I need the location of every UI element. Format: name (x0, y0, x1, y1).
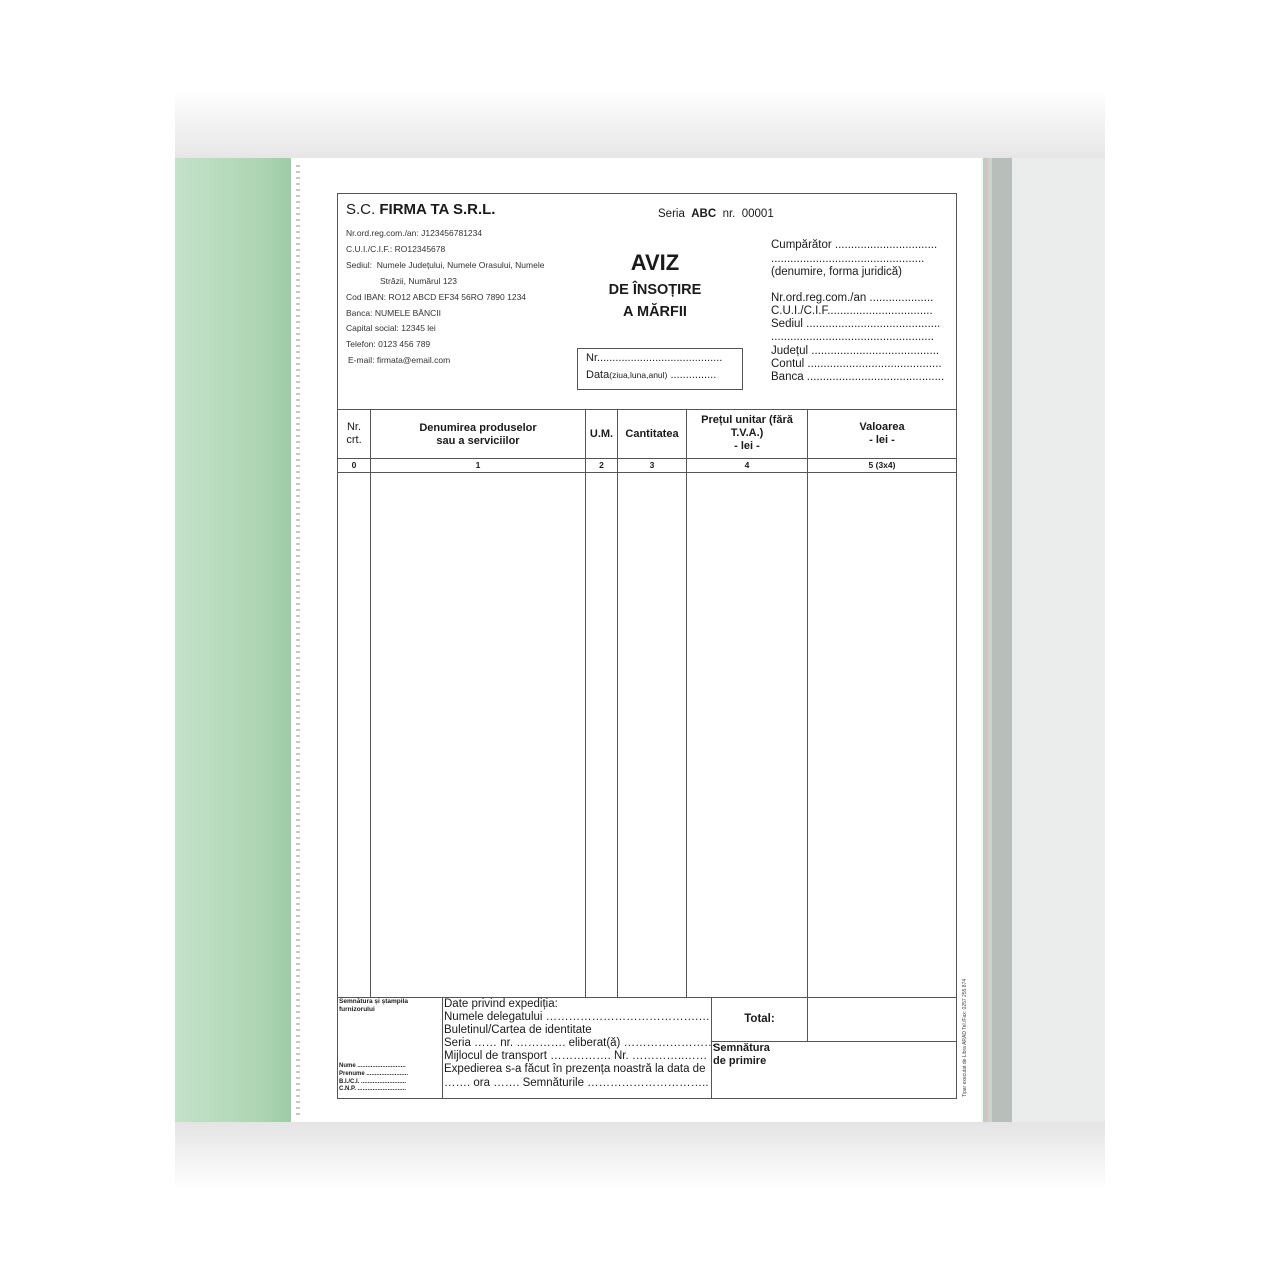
exp-delegat[interactable]: Numele delegatului ………………………………….… (444, 1011, 710, 1024)
header-denumire-l1: Denumirea produselor (419, 422, 537, 434)
data-dots: ............... (670, 369, 717, 381)
capital-label: Capital social: (346, 323, 399, 333)
header-pret (687, 414, 807, 453)
header-pret-l2: T.V.A.) (730, 427, 764, 439)
header-denumire (371, 422, 585, 448)
email-label: E-mail: (348, 355, 375, 365)
primire-l1: Semnătura (713, 1042, 770, 1054)
exp-seria[interactable]: Seria …… nr. …………. eliberat(ă) …………………… (444, 1037, 716, 1050)
background-bottom-shadow (175, 1122, 1105, 1192)
iban-value: RO12 ABCD EF34 56RO 7890 1234 (388, 292, 527, 302)
company-banca (346, 308, 441, 318)
col-number-0: 0 (351, 460, 357, 470)
page-edge-stack (980, 158, 1012, 1122)
header-cantitatea: Cantitatea (625, 428, 679, 440)
data-hint: (ziua,luna,anul) (609, 370, 668, 380)
header-um: U.M. (589, 428, 614, 440)
seria-value: ABC (691, 208, 717, 220)
buyer-cif[interactable]: C.U.I./C.I.F................................. (771, 305, 933, 317)
expedition-block (444, 998, 716, 1090)
col-number-3: 3 (649, 460, 655, 470)
capital-value: 12345 lei (401, 323, 436, 333)
furnizor-sig-l2: furnizorului (339, 1006, 375, 1013)
email-value: firmata@email.com (376, 355, 451, 365)
doc-subtitle-2: A MĂRFII (623, 304, 687, 320)
exp-buletin: Buletinul/Cartea de identitate (444, 1024, 592, 1037)
bici-field[interactable]: B.I./C.I. ........................... (339, 1078, 407, 1085)
buyer-sediul[interactable]: Sediul .......................................... (771, 318, 941, 330)
furnizor-person-fields[interactable] (339, 1063, 408, 1094)
company-capital (346, 323, 436, 333)
buyer-judetul[interactable]: Județul ........................................ (771, 345, 940, 357)
header-nr-crt (338, 421, 370, 447)
prenume-field[interactable]: Prenume ......................... (339, 1070, 409, 1077)
primire-l2: de primire (713, 1055, 767, 1067)
furnizor-sig-l1: Semnătura și ștampila (339, 998, 408, 1005)
table-header-line (337, 458, 957, 459)
buyer-cumparator[interactable]: Cumpărător ................................ (771, 239, 938, 251)
printer-note: Tipar executat de Libra ARAD Tel./Fax: 0257 255 874 (962, 978, 968, 1097)
header-crt: crt. (346, 434, 362, 446)
data-field[interactable] (586, 369, 716, 381)
primire-signature-label (713, 1042, 770, 1068)
series-number (658, 208, 774, 220)
buyer-contul[interactable]: Contul .......................................... (771, 358, 942, 370)
col-number-1: 1 (475, 460, 481, 470)
buyer-denumire: (denumire, forma juridică) (771, 266, 903, 278)
total-value-cell[interactable] (808, 998, 956, 1041)
cif-value: RO12345678 (394, 244, 446, 254)
background-top-shadow (175, 90, 1105, 158)
company-name (346, 201, 495, 218)
seria-label: Seria (658, 208, 685, 220)
company-telefon (346, 339, 430, 349)
exp-title: Date privind expediția: (444, 998, 558, 1010)
nume-field[interactable]: Nume ............................. (339, 1063, 406, 1069)
telefon-label: Telefon: (346, 339, 376, 349)
company-title: FIRMA TA S.R.L. (379, 201, 496, 218)
furnizor-signature-label (339, 998, 408, 1014)
reg-label: Nr.ord.reg.com./an: (346, 228, 419, 238)
doc-subtitle-1: DE ÎNSOȚIRE (608, 282, 702, 298)
col-number-5: 5 (3x4) (868, 460, 896, 470)
banca-value: NUMELE BĂNCII (374, 308, 441, 318)
total-label: Total: (744, 1013, 775, 1025)
header-pret-l1: Prețul unitar (fără (701, 414, 793, 426)
back-cover (1010, 158, 1105, 1122)
data-label: Data (586, 369, 610, 381)
header-denumire-l2: sau a serviciilor (436, 435, 520, 447)
col-number-4: 4 (744, 460, 750, 470)
company-iban (346, 292, 526, 302)
company-sediu-line2: Străzii, Numărul 123 (380, 276, 458, 286)
nr-field[interactable]: Nr......................................... (586, 352, 723, 364)
col-number-2: 2 (599, 460, 604, 470)
table-top-line (337, 409, 957, 410)
cnp-field[interactable]: C.N.P. ............................. (339, 1086, 406, 1093)
buyer-banca[interactable]: Banca ........................................... (771, 371, 945, 383)
cif-label: C.U.I./C.I.F.: (346, 244, 393, 254)
sediu-line1: Numele Județului, Numele Orasului, Numele (376, 260, 545, 270)
footer-line-1 (442, 997, 443, 1099)
table-body[interactable] (338, 473, 956, 997)
company-reg (346, 228, 482, 238)
company-prefix: S.C. (346, 201, 376, 218)
reg-value: J123456781234 (421, 228, 483, 238)
exp-transport[interactable]: Mijlocul de transport ……………. Nr. …………..…… (444, 1050, 708, 1063)
nr-value: 00001 (741, 208, 774, 220)
green-cover (175, 158, 295, 1122)
doc-title: AVIZ (630, 250, 680, 275)
buyer-dots[interactable]: ................................................ (771, 253, 925, 265)
header-pret-l3: - lei - (734, 440, 760, 452)
perforation-line (296, 165, 300, 1115)
company-cif (346, 244, 445, 254)
header-nr: Nr. (346, 421, 362, 433)
exp-prezenta: Expedierea s-a făcut în prezența noastră la data de (444, 1063, 706, 1076)
exp-semnaturile[interactable]: ……. ora ……. Semnăturile ………………………….. (444, 1076, 709, 1089)
buyer-dots-2[interactable]: ................................................... (771, 331, 934, 343)
nr-label: nr. (722, 208, 736, 220)
company-sediu (346, 260, 544, 270)
header-valoarea-l1: Valoarea (859, 421, 905, 433)
buyer-reg[interactable]: Nr.ord.reg.com./an .................... (771, 292, 934, 304)
company-email (348, 355, 450, 365)
sediu-label: Sediul: (346, 260, 372, 270)
banca-label: Banca: (346, 308, 373, 318)
header-valoarea-l2: - lei - (869, 434, 895, 446)
iban-label: Cod IBAN: (346, 292, 387, 302)
header-valoarea (808, 421, 956, 447)
telefon-value: 0123 456 789 (378, 339, 431, 349)
